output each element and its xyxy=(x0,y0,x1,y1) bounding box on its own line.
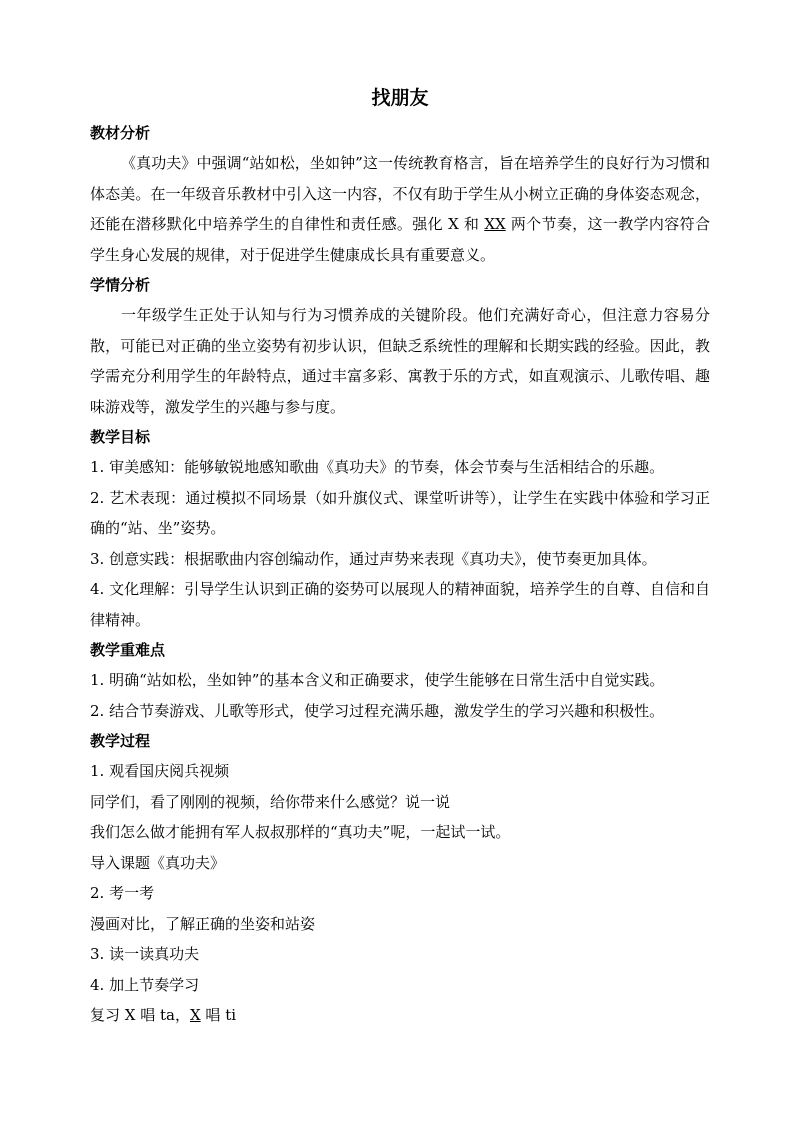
process-line: 我们怎么做才能拥有军人叔叔那样的“真功夫”呢，一起试一试。 xyxy=(90,823,511,841)
process-line-review xyxy=(90,1000,710,1031)
goal-item: 1. 审美感知：能够敏锐地感知歌曲《真功夫》的节奏，体会节奏与生活相结合的乐趣。 xyxy=(90,458,665,476)
rhythm-x-underlined: X xyxy=(189,1006,201,1024)
document-title: 找朋友 xyxy=(371,87,429,109)
heading-teaching-goals: 教学目标 xyxy=(90,428,151,446)
key-point-item: 1. 明确“站如松，坐如钟”的基本含义和正确要求，使学生能够在日常生活中自觉实践。 xyxy=(90,671,665,689)
paragraph-student-analysis: 一年级学生正处于认知与行为习惯养成的关键阶段。他们充满好奇心，但注意力容易分散，可能已对正确的坐立姿势有初步认识，但缺乏系统性的理解和长期实践的经验。因此，教学需充分利用学生的年龄特点，通过丰富多彩、寓教于乐的方式，如直观演示、儿歌传唱、趣味游戏等，激发学生的兴趣与参与度。 xyxy=(90,306,710,416)
text-run: 复习 X 唱 ta， xyxy=(90,1006,190,1024)
text-run: 《真功夫》中强调“站如松，坐如钟”这一传统教育格言，旨在培养学生的良好行为习惯和体态美。在一年级音乐教材中引入这一内容，不仅有助于学生从小树立正确的身体姿态观念，还能在潜移默化中培养学生的自律性和责任感。强化 X 和 xyxy=(90,154,710,233)
process-line: 1. 观看国庆阅兵视频 xyxy=(90,762,230,780)
goal-item: 4. 文化理解：引导学生认识到正确的姿势可以展现人的精神面貌，培养学生的自尊、自信和自律精神。 xyxy=(90,580,710,629)
process-line: 导入课题《真功夫》 xyxy=(90,853,226,872)
process-line: 3. 读一读真功夫 xyxy=(90,945,200,963)
text-run: 唱 ti xyxy=(200,1006,237,1024)
process-line: 同学们，看了刚刚的视频，给你带来什么感觉？说一说 xyxy=(90,792,451,811)
heading-student-analysis: 学情分析 xyxy=(90,276,151,294)
paragraph-material-analysis xyxy=(90,148,710,270)
goal-item: 2. 艺术表现：通过模拟不同场景（如升旗仪式、课堂听讲等），让学生在实践中体验和学习正确的“站、坐”姿势。 xyxy=(90,488,710,537)
process-line: 2. 考一考 xyxy=(90,884,155,902)
document-page xyxy=(90,84,710,1031)
process-line: 漫画对比，了解正确的坐姿和站姿 xyxy=(90,914,316,933)
key-point-item: 2. 结合节奏游戏、儿歌等形式，使学习过程充满乐趣，激发学生的学习兴趣和积极性。 xyxy=(90,701,665,720)
heading-material-analysis: 教材分析 xyxy=(90,124,151,142)
heading-teaching-process: 教学过程 xyxy=(90,732,151,750)
heading-key-points: 教学重难点 xyxy=(90,641,166,659)
rhythm-xx: XX xyxy=(484,215,506,233)
process-line: 4. 加上节奏学习 xyxy=(90,975,200,994)
goal-item: 3. 创意实践：根据歌曲内容创编动作，通过声势来表现《真功夫》，使节奏更加具体。 xyxy=(90,549,657,568)
text-run: 两个节奏，这一教学内容符合学生身心发展的规律，对于促进学生健康成长具有重要意义。 xyxy=(90,215,710,264)
